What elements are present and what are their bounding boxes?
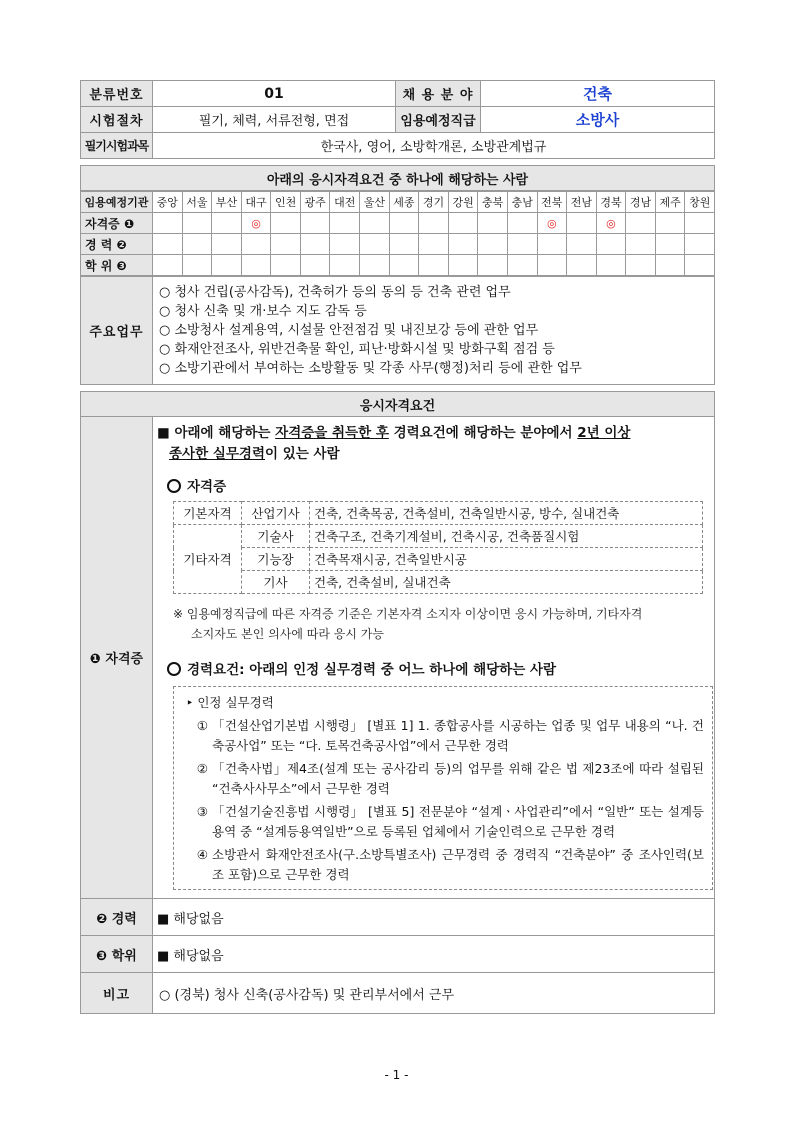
region-mark [537,255,567,276]
duty-item: ○ 화재안전조사, 위반건축물 확인, 피난·방화시설 및 방화구획 점검 등 [159,342,555,357]
region-name: 중앙 [153,192,183,213]
region-row [81,234,715,255]
region-mark [567,213,597,234]
exp-item-text: 소방관서 화재안전조사(구.소방특별조사) 근무경력 중 경력직 “건축분야” 중 조사인력(보조 포함)으로 근무한 경력 [212,847,704,882]
exp-item-text: 「건축사법」제4조(설계 또는 공사감리 등)의 업무를 위해 같은 법 제23조에 따라 설립된 “건축사사무소”에서 근무한 경력 [212,761,704,796]
exp-item-number: ③ [196,804,208,819]
region-mark [448,255,478,276]
region-name: 대구 [241,192,271,213]
region-mark [478,234,508,255]
region-grid [80,191,715,276]
region-mark [567,255,597,276]
region-mark [507,255,537,276]
region-name: 대전 [330,192,360,213]
exp-item [182,845,704,885]
cert-section [153,417,715,899]
region-mark [360,213,390,234]
degree-value: ■ 해당없음 [153,936,715,973]
intro-part-c: 경력요건에 해당하는 분야에서 [388,425,578,441]
region-row-label: 자격증 ❶ [81,213,153,234]
region-name: 전북 [537,192,567,213]
region-mark [271,234,301,255]
region-name: 창원 [685,192,715,213]
class-number-label: 분류번호 [81,81,153,107]
region-mark [300,255,330,276]
region-mark [389,213,419,234]
region-mark [330,234,360,255]
career-value: ■ 해당없음 [153,899,715,936]
page-number: - 1 - [384,1068,409,1082]
circle-bullet-icon [167,479,181,493]
duty-item: ○ 소방기관에서 부여하는 소방활동 및 각종 사무(행정)처리 등에 관한 업무 [159,361,582,376]
region-mark [300,234,330,255]
region-mark [241,255,271,276]
region-name: 충남 [507,192,537,213]
region-mark [419,234,449,255]
region-mark [182,255,212,276]
region-mark [330,255,360,276]
region-name: 울산 [360,192,390,213]
cert-table [173,501,703,594]
region-row [81,255,715,276]
subjects-value: 한국사, 영어, 소방학개론, 소방관계법규 [153,133,715,159]
exp-heading [167,658,710,678]
requirements-title: 응시자격요건 [81,392,715,417]
requirement-intro [157,423,710,444]
cert-items: 건축, 건축목공, 건축설비, 건축일반시공, 방수, 실내건축 [310,502,703,525]
exp-item [182,759,704,799]
region-row-label: 학 위 ❸ [81,255,153,276]
exp-item-number: ① [196,718,208,733]
circle-bullet-icon [167,662,181,676]
requirement-intro-2 [169,444,710,465]
region-name: 경남 [626,192,656,213]
cert-heading-text: 자격증 [187,479,227,495]
region-mark [182,213,212,234]
region-name: 경기 [419,192,449,213]
degree-label: ❸ 학위 [81,936,153,973]
region-mark [153,255,183,276]
subjects-label: 필기시험과목 [81,133,153,159]
region-name: 제주 [655,192,685,213]
region-mark [419,213,449,234]
exp-item-number: ④ [196,847,208,862]
region-name: 인천 [271,192,301,213]
region-name: 충북 [478,192,508,213]
cert-label: ❶ 자격증 [81,417,153,899]
region-mark [448,213,478,234]
intro-part-e: 종사한 실무경력 [169,446,265,462]
rank-label: 임용예정직급 [396,107,481,133]
region-name: 광주 [300,192,330,213]
region-mark [271,255,301,276]
cert-note-line-1: ※ 임용예정직급에 따른 자격증 기준은 기본자격 소지자 이상이면 응시 가능하며, 기타자격 [173,607,643,621]
region-mark [448,234,478,255]
intro-part-b: 자격증을 취득한 후 [275,425,389,441]
region-mark [182,234,212,255]
cert-grade: 기사 [242,571,310,594]
region-table [80,165,715,191]
header-table [80,80,715,159]
region-mark [655,213,685,234]
org-label: 임용예정기관 [81,192,153,213]
region-mark [389,234,419,255]
cert-heading [167,475,710,495]
region-mark [212,255,242,276]
region-mark [685,255,715,276]
cert-grade: 기술사 [242,525,310,548]
region-mark [300,213,330,234]
region-name: 강원 [448,192,478,213]
region-mark [330,213,360,234]
region-mark [537,234,567,255]
remark-value: ○ (경북) 청사 신축(공사감독) 및 관리부서에서 근무 [153,973,715,1014]
region-mark [655,255,685,276]
cert-note-line-2: 소지자도 본인 의사에 따라 응시 가능 [191,627,384,641]
field-label: 채 용 분 야 [396,81,481,107]
region-mark [626,255,656,276]
region-mark [655,234,685,255]
region-mark [153,234,183,255]
cert-grade: 산업기사 [242,502,310,525]
cert-note [173,604,710,644]
region-mark: ◎ [537,213,567,234]
cert-group: 기타자격 [174,525,242,594]
procedure-value: 필기, 체력, 서류전형, 면접 [153,107,396,133]
region-name: 경북 [596,192,626,213]
region-mark [360,255,390,276]
field-value: 건축 [481,81,715,107]
exp-item [182,802,704,842]
cert-grade: 기능장 [242,548,310,571]
requirements-table [80,391,715,1014]
region-mark [507,213,537,234]
region-mark [478,213,508,234]
region-mark [212,234,242,255]
region-row-label: 경 력 ❷ [81,234,153,255]
region-mark [241,234,271,255]
region-mark: ◎ [596,213,626,234]
rank-value: 소방사 [481,107,715,133]
region-mark [567,234,597,255]
cert-items: 건축목재시공, 건축일반시공 [310,548,703,571]
region-mark [153,213,183,234]
regions-title: 아래의 응시자격요건 중 하나에 해당하는 사람 [81,166,715,191]
duties-table [80,276,715,385]
region-mark [212,213,242,234]
intro-part-f: 이 있는 사람 [265,446,340,462]
region-mark [685,213,715,234]
region-mark [419,255,449,276]
region-name: 세종 [389,192,419,213]
region-name: 부산 [212,192,242,213]
region-mark [626,213,656,234]
exp-heading-text: 경력요건: 아래의 인정 실무경력 중 어느 하나에 해당하는 사람 [187,662,557,678]
class-number-value: 01 [153,81,396,107]
experience-box [173,686,713,890]
region-mark [271,213,301,234]
career-label: ❷ 경력 [81,899,153,936]
exp-item-number: ② [196,761,208,776]
region-mark [478,255,508,276]
exp-title: ‣ 인정 실무경력 [186,695,274,710]
region-mark [360,234,390,255]
exp-item [182,716,704,756]
intro-part-a: ■ 아래에 해당하는 [157,425,276,441]
region-mark [389,255,419,276]
region-mark: ◎ [241,213,271,234]
cert-group: 기본자격 [174,502,242,525]
region-row [81,213,715,234]
region-mark [685,234,715,255]
exp-item-text: 「건설기술진흥법 시행령」 [별표 5] 전문분야 “설계ㆍ사업관리”에서 “일반” 또는 설계등 용역 중 “설계등용역일반”으로 등록된 업체에서 기술인력으로 근무한 경력 [212,804,704,839]
region-mark [626,234,656,255]
recruitment-document [80,80,715,1014]
region-name: 전남 [567,192,597,213]
remark-label: 비고 [81,973,153,1014]
duty-item: ○ 소방청사 설계용역, 시설물 안전점검 및 내진보강 등에 관한 업무 [159,323,539,338]
exp-item-text: 「건설산업기본법 시행령」 [별표 1] 1. 종합공사를 시공하는 업종 및 업무 내용의 “나. 건축공사업” 또는 “다. 토목건축공사업”에서 근무한 경력 [212,718,704,753]
duty-item: ○ 청사 건립(공사감독), 건축허가 등의 동의 등 건축 관련 업무 [159,285,511,300]
intro-part-d: 2년 이상 [577,425,631,441]
duties-label: 주요업무 [81,277,153,385]
region-mark [596,234,626,255]
duty-item: ○ 청사 신축 및 개·보수 지도 감독 등 [159,304,367,319]
cert-items: 건축, 건축설비, 실내건축 [310,571,703,594]
duties-list [153,277,715,385]
region-mark [596,255,626,276]
procedure-label: 시험절차 [81,107,153,133]
region-mark [507,234,537,255]
cert-items: 건축구조, 건축기계설비, 건축시공, 건축품질시험 [310,525,703,548]
region-name: 서울 [182,192,212,213]
